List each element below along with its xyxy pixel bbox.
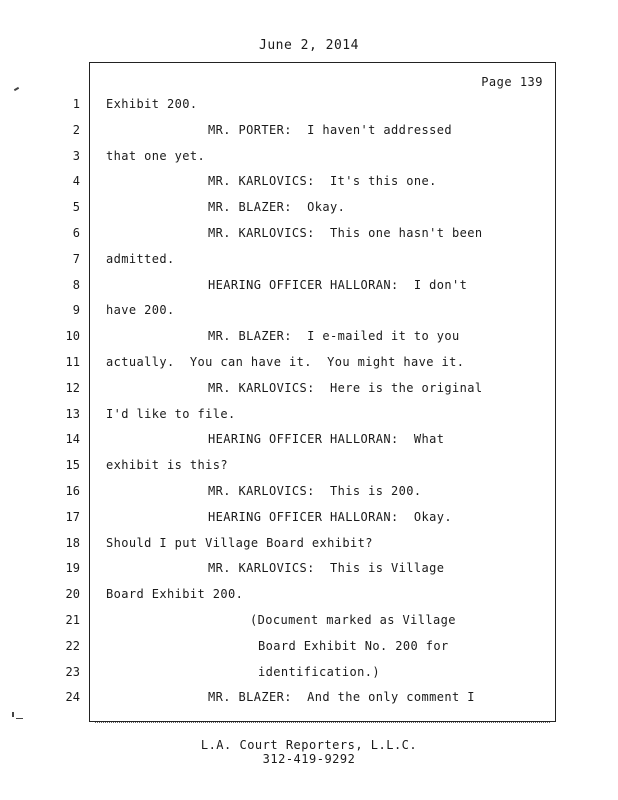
line-text: (Document marked as Village bbox=[250, 613, 456, 627]
line-number: 1 bbox=[72, 97, 80, 111]
line-number: 15 bbox=[65, 458, 80, 472]
line-text: MR. BLAZER: Okay. bbox=[208, 200, 346, 214]
line-number: 17 bbox=[65, 510, 80, 524]
scan-speck bbox=[12, 712, 14, 717]
line-number: 8 bbox=[72, 278, 80, 292]
line-text: exhibit is this? bbox=[106, 458, 228, 472]
line-number: 16 bbox=[65, 484, 80, 498]
line-text: MR. KARLOVICS: This one hasn't been bbox=[208, 226, 483, 240]
line-number: 3 bbox=[72, 149, 80, 163]
line-text: MR. KARLOVICS: This is 200. bbox=[208, 484, 422, 498]
line-text: Board Exhibit No. 200 for bbox=[258, 639, 449, 653]
line-number: 9 bbox=[72, 303, 80, 317]
line-number: 14 bbox=[65, 432, 80, 446]
line-number: 23 bbox=[65, 665, 80, 679]
line-text: that one yet. bbox=[106, 149, 206, 163]
line-text: MR. PORTER: I haven't addressed bbox=[208, 123, 452, 137]
line-number: 7 bbox=[72, 252, 80, 266]
line-text: HEARING OFFICER HALLORAN: Okay. bbox=[208, 510, 452, 524]
line-text: Should I put Village Board exhibit? bbox=[106, 536, 373, 550]
line-number: 24 bbox=[65, 690, 80, 704]
line-text: have 200. bbox=[106, 303, 175, 317]
line-text: MR. BLAZER: And the only comment I bbox=[208, 690, 475, 704]
line-number: 12 bbox=[65, 381, 80, 395]
line-number: 13 bbox=[65, 407, 80, 421]
line-text: HEARING OFFICER HALLORAN: What bbox=[208, 432, 445, 446]
line-number: 6 bbox=[72, 226, 80, 240]
line-number: 11 bbox=[65, 355, 80, 369]
transcript-date: June 2, 2014 bbox=[259, 38, 359, 53]
reporter-phone: 312-419-9292 bbox=[262, 752, 356, 766]
page-number: Page 139 bbox=[481, 75, 543, 89]
line-text: MR. KARLOVICS: This is Village bbox=[208, 561, 445, 575]
line-text: MR. BLAZER: I e-mailed it to you bbox=[208, 329, 460, 343]
frame-bottom-edge bbox=[95, 722, 550, 727]
line-text: I'd like to file. bbox=[106, 407, 236, 421]
line-number: 19 bbox=[65, 561, 80, 575]
line-number: 2 bbox=[72, 123, 80, 137]
line-number: 20 bbox=[65, 587, 80, 601]
line-number: 18 bbox=[65, 536, 80, 550]
line-text: admitted. bbox=[106, 252, 175, 266]
line-text: MR. KARLOVICS: Here is the original bbox=[208, 381, 483, 395]
line-text: actually. You can have it. You might have it. bbox=[106, 355, 465, 369]
line-text: HEARING OFFICER HALLORAN: I don't bbox=[208, 278, 468, 292]
line-number: 4 bbox=[72, 174, 80, 188]
line-text: identification.) bbox=[258, 665, 380, 679]
scan-speck bbox=[14, 87, 19, 91]
reporter-company: L.A. Court Reporters, L.L.C. bbox=[200, 738, 418, 752]
scan-speck bbox=[16, 718, 23, 719]
line-text: Board Exhibit 200. bbox=[106, 587, 244, 601]
line-number: 10 bbox=[65, 329, 80, 343]
line-number: 21 bbox=[65, 613, 80, 627]
line-number: 5 bbox=[72, 200, 80, 214]
line-text: Exhibit 200. bbox=[106, 97, 198, 111]
line-text: MR. KARLOVICS: It's this one. bbox=[208, 174, 437, 188]
line-number: 22 bbox=[65, 639, 80, 653]
